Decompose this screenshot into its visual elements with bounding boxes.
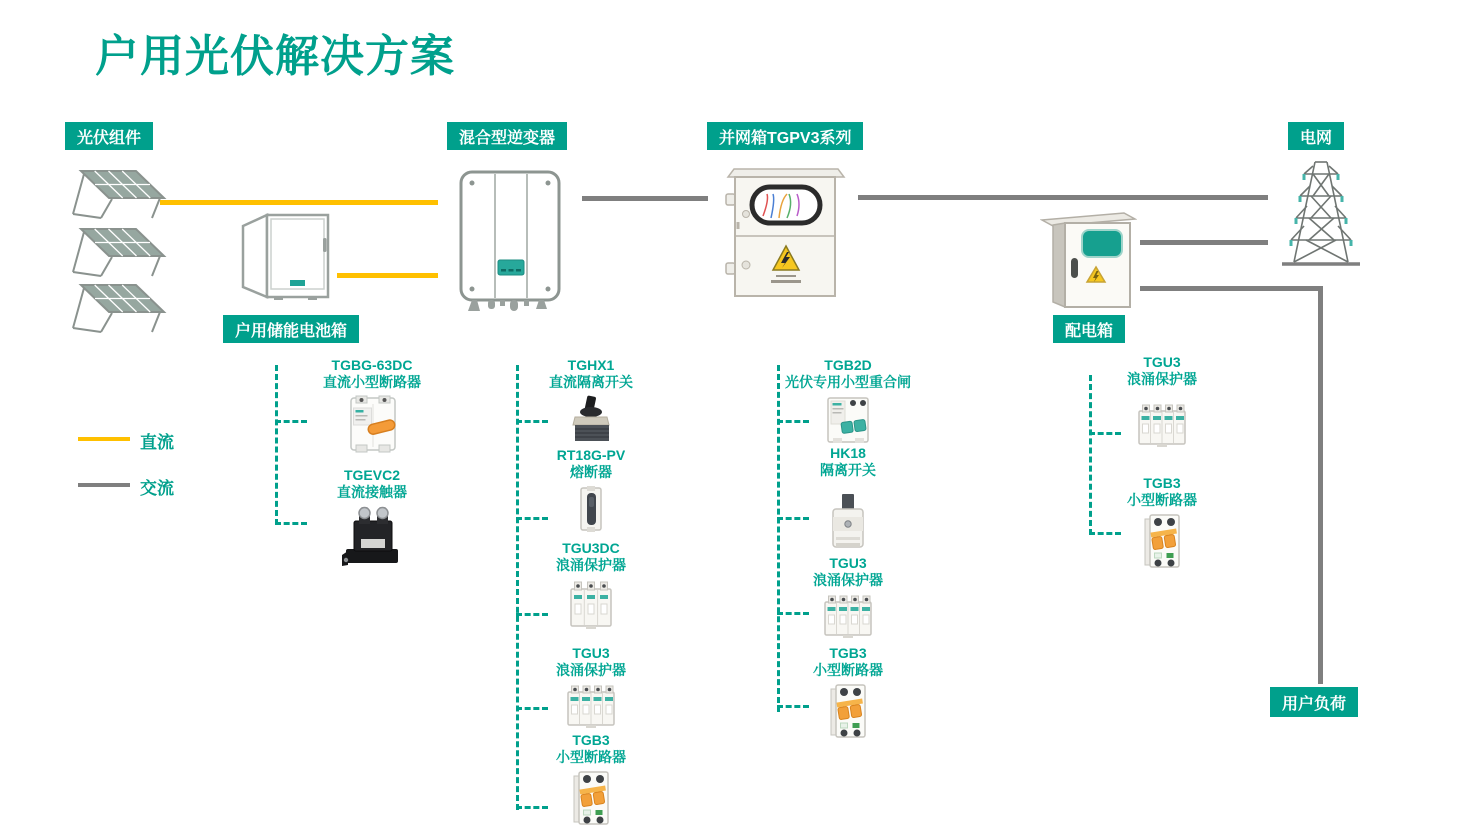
legend-ac-label: 交流 (140, 479, 174, 498)
product-model: TGU3 (829, 555, 867, 571)
grid-connection-box-icon (725, 164, 847, 301)
label-user-load: 用户负荷 (1270, 687, 1358, 717)
product-model: TGBG-63DC (331, 357, 413, 373)
ac-line-distbox-to-userload-vertical (1318, 286, 1323, 684)
product-name: 小型断路器 (556, 749, 626, 765)
connector-battery-group (275, 365, 278, 525)
product-name: 小型断路器 (1127, 492, 1197, 508)
product-model: TGB3 (572, 732, 610, 748)
product-model: TGU3 (1143, 354, 1181, 370)
dc-line-battery-to-inverter (337, 273, 438, 278)
product-model: TGB2D (824, 357, 872, 373)
product-entry (1087, 354, 1237, 452)
product-model: TGHX1 (567, 357, 615, 373)
product-name: 小型断路器 (813, 662, 883, 678)
product-entry (516, 357, 666, 447)
pv-recloser-icon (822, 395, 874, 445)
product-name: 浪涌保护器 (1127, 371, 1197, 387)
label-hybrid-inverter: 混合型逆变器 (447, 122, 567, 150)
ac-line-gridbox-to-grid (858, 195, 1268, 200)
dc-mini-circuit-breaker-icon (341, 395, 403, 453)
surge-protector-icon (566, 683, 616, 729)
surge-protector-icon (566, 578, 616, 630)
ac-line-distbox-to-grid (1140, 240, 1268, 245)
dc-contactor-icon (340, 505, 404, 567)
solar-panel-icon (68, 168, 168, 222)
page-title: 户用光伏解决方案 (95, 32, 455, 81)
product-name: 直流接触器 (337, 484, 407, 500)
label-distribution-box: 配电箱 (1053, 315, 1125, 343)
surge-protector-icon (823, 593, 873, 639)
label-grid-connection-box: 并网箱TGPV3系列 (707, 122, 863, 150)
mini-circuit-breaker-icon (827, 683, 869, 739)
product-entry (516, 447, 666, 537)
fuse-holder-icon (579, 485, 603, 533)
dc-isolator-switch-icon (569, 395, 613, 443)
product-name: 直流隔离开关 (549, 374, 633, 390)
battery-cabinet-icon (238, 210, 333, 302)
product-entry (297, 357, 447, 457)
label-pv-modules: 光伏组件 (65, 122, 153, 150)
legend-dc-line (78, 437, 130, 441)
distribution-box-icon (1040, 208, 1137, 310)
product-name: 浪涌保护器 (556, 557, 626, 573)
mini-circuit-breaker-icon (1141, 513, 1183, 569)
ac-line-inverter-to-gridbox (582, 196, 708, 201)
product-name: 直流小型断路器 (323, 374, 421, 390)
legend-ac-line (78, 483, 130, 487)
dc-line-pv-to-inverter (160, 200, 438, 205)
label-power-grid: 电网 (1288, 122, 1344, 150)
knife-switch-icon (831, 493, 865, 551)
label-battery-box: 户用储能电池箱 (223, 315, 359, 343)
product-entry (297, 467, 447, 571)
product-model: TGU3 (572, 645, 610, 661)
product-name: 熔断器 (570, 464, 612, 480)
mini-circuit-breaker-icon (570, 770, 612, 826)
legend-dc-label: 直流 (140, 433, 174, 452)
product-model: TGB3 (829, 645, 867, 661)
product-model: TGB3 (1143, 475, 1181, 491)
product-entry (773, 645, 923, 743)
product-entry (773, 357, 923, 449)
product-model: TGU3DC (562, 540, 620, 556)
product-name: 浪涌保护器 (556, 662, 626, 678)
surge-protector-icon (1137, 402, 1187, 448)
product-entry (516, 732, 666, 830)
transmission-tower-icon (1282, 158, 1360, 270)
product-model: HK18 (830, 445, 866, 461)
product-entry (516, 645, 666, 733)
product-entry (1087, 475, 1237, 573)
product-name: 浪涌保护器 (813, 572, 883, 588)
inverter-cabinet-icon (455, 168, 565, 313)
product-name: 光伏专用小型重合闸 (785, 374, 911, 390)
product-entry (773, 555, 923, 643)
ac-line-distbox-to-userload-horizontal (1140, 286, 1323, 291)
product-entry (516, 540, 666, 634)
product-model: RT18G-PV (556, 447, 626, 463)
solar-panel-icon (68, 282, 168, 336)
solar-panel-icon (68, 226, 168, 280)
product-name: 隔离开关 (820, 462, 876, 478)
product-entry (773, 445, 923, 555)
product-model: TGEVC2 (343, 467, 400, 483)
